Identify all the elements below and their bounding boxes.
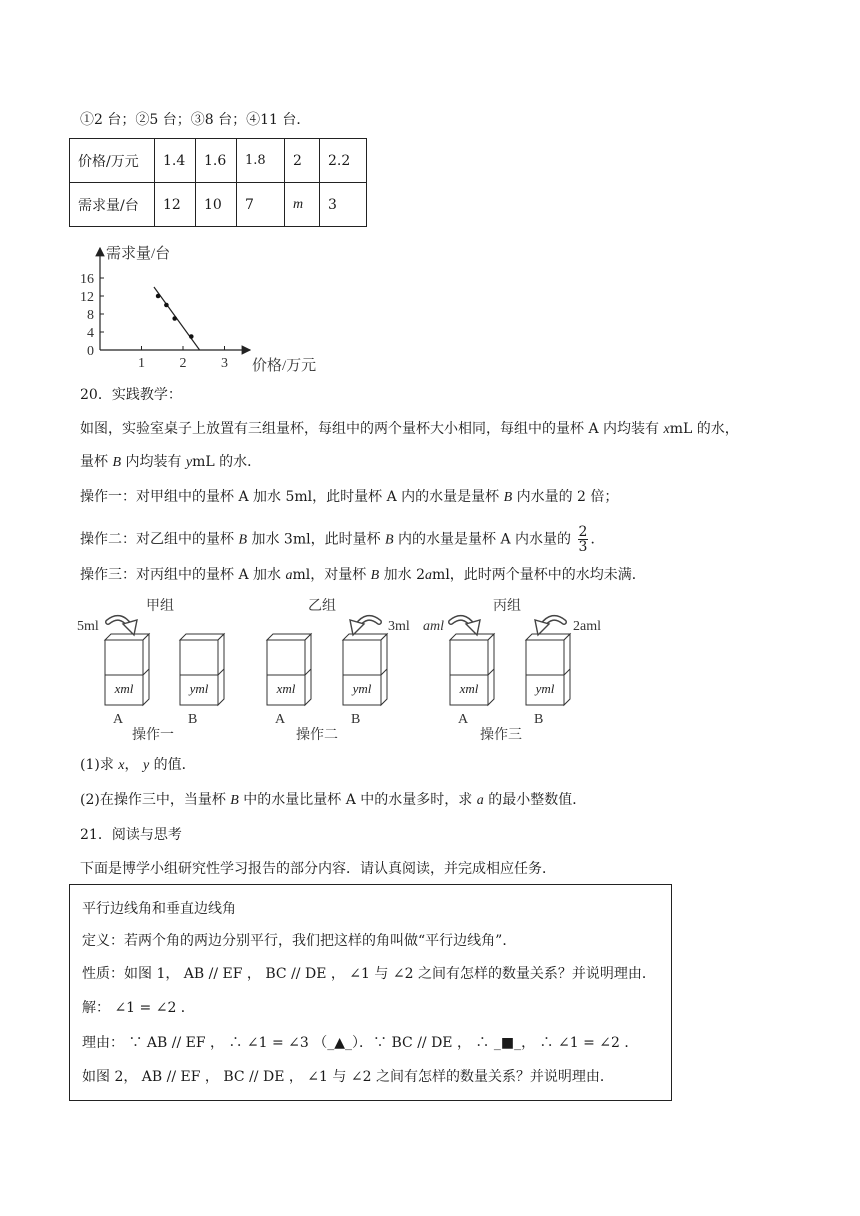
y-tick-label: 16 [80,272,94,287]
y-tick-label: 0 [87,344,94,359]
measuring-cups-figure [70,595,630,745]
table-cell: 2 [285,139,320,183]
measuring-cup [343,634,387,705]
q20-operation-3: 操作三：对丙组中的量杯 A 加水 aml，对量杯 B 加水 2aml，此时两个量杯中的水均未满． [80,567,646,583]
cup-water-label: xml [114,681,134,696]
q20-title: 20．实践教学： [80,387,182,403]
cup-water-label: xml [276,681,296,696]
operation-label-3: 操作三 [480,728,522,743]
table-cell: m [285,183,320,227]
x-axis-label: 价格/万元 [252,358,317,374]
cup-top [105,634,149,640]
add-label-3ml: 3ml [388,619,410,634]
fraction: $\frac{2}{3}$ [578,524,588,555]
q20-operation-1: 操作一：对甲组中的量杯 A 加水 5ml，此时量杯 A 内的水量是量杯 B 内水量的 2 倍； [80,489,619,505]
cup-top [180,634,224,640]
q20-operation-2: 操作二：对乙组中的量杯 B 加水 3ml，此时量杯 B 内的水量是量杯 A 内水量的 $\frac{2}{3}$ ． [80,524,605,555]
data-point [189,334,194,339]
q20-sub-1: (1)求 x， y 的值． [80,757,196,773]
q21-title: 21．阅读与思考 [80,827,182,843]
data-point [164,303,169,308]
table-row [70,139,367,183]
measuring-cup [450,634,494,705]
group-label-bing: 丙组 [493,599,521,614]
cup-top [267,634,311,640]
x-tick-label: 2 [179,356,187,371]
operation-label-2: 操作二 [296,728,338,743]
q20-sub-2: (2)在操作三中，当量杯 B 中的水量比量杯 A 中的水量多时，求 a 的最小整数值． [80,792,587,808]
cup-water-label: yml [352,681,372,696]
cup-letter-b: B [351,712,361,727]
report-reason: 理由： ∵ AB // EF ， ∴ ∠1 = ∠3 （_▲_）．∵ BC // DE ， ∴ _■_， ∴ ∠1 = ∠2 ． [82,1035,639,1051]
demand-price-chart [70,240,340,375]
cup-letter-a: A [275,712,286,727]
group-label-yi: 乙组 [308,599,336,614]
table-header-demand: 需求量/台 [70,183,155,227]
table-cell: 3 [320,183,367,227]
group-label-jia: 甲组 [146,599,174,614]
q20-paragraph-2: 量杯 B 内均装有 ymL 的水． [80,454,262,470]
report-box [69,884,672,1101]
add-label-aml: aml [423,619,444,634]
add-label-5ml: 5ml [77,619,99,634]
q20-paragraph-1: 如图，实验室桌子上放置有三组量杯，每组中的两个量杯大小相同，每组中的量杯 A 内均装有 xmL 的水， [80,421,739,437]
cup-top [450,634,494,640]
q21-intro: 下面是博学小组研究性学习报告的部分内容．请认真阅读，并完成相应任务． [80,861,556,877]
table-cell: 10 [196,183,237,227]
y-tick-label: 4 [87,326,94,341]
table-cell: 7 [237,183,285,227]
table-header-price: 价格/万元 [70,139,155,183]
y-tick-label: 8 [87,308,94,323]
y-axis-label: 需求量/台 [106,246,171,262]
cup-top [343,634,387,640]
x-tick-label: 1 [138,356,145,371]
data-point [156,294,161,299]
measuring-cup [267,634,311,705]
operation-label-1: 操作一 [132,728,174,743]
table-cell: 2.2 [320,139,367,183]
cup-letter-a: A [113,712,124,727]
cup-letter-a: A [458,712,469,727]
report-property: 性质：如图 1， AB // EF ， BC // DE ， ∠1 与 ∠2 之间有怎样的数量关系？并说明理由． [82,966,656,982]
price-demand-table [69,138,367,227]
measuring-cup [105,634,149,705]
measuring-cup [526,634,570,705]
table-cell: 1.4 [155,139,196,183]
table-row [70,183,367,227]
cup-water-label: yml [189,681,209,696]
add-label-2aml: 2aml [573,619,601,634]
report-solution: 解： ∠1 = ∠2 ． [82,1000,195,1016]
cup-top [526,634,570,640]
cup-letter-b: B [534,712,544,727]
report-definition: 定义：若两个角的两边分别平行，我们把这样的角叫做“平行边线角”． [82,933,517,949]
report-figure-2: 如图 2， AB // EF ， BC // DE ， ∠1 与 ∠2 之间有怎样的数量关系？并说明理由． [82,1069,614,1085]
report-heading: 平行边线角和垂直边线角 [82,901,236,917]
y-tick-label: 12 [80,290,94,305]
x-tick-label: 3 [221,356,228,371]
cup-letter-b: B [188,712,198,727]
data-point [172,316,177,321]
measuring-cup [180,634,224,705]
cup-water-label: yml [535,681,555,696]
answer-options: ①2 台；②5 台；③8 台；④11 台． [80,112,311,128]
table-cell: 12 [155,183,196,227]
table-cell: 1.8 [237,139,285,183]
table-cell: 1.6 [196,139,237,183]
cup-water-label: xml [459,681,479,696]
